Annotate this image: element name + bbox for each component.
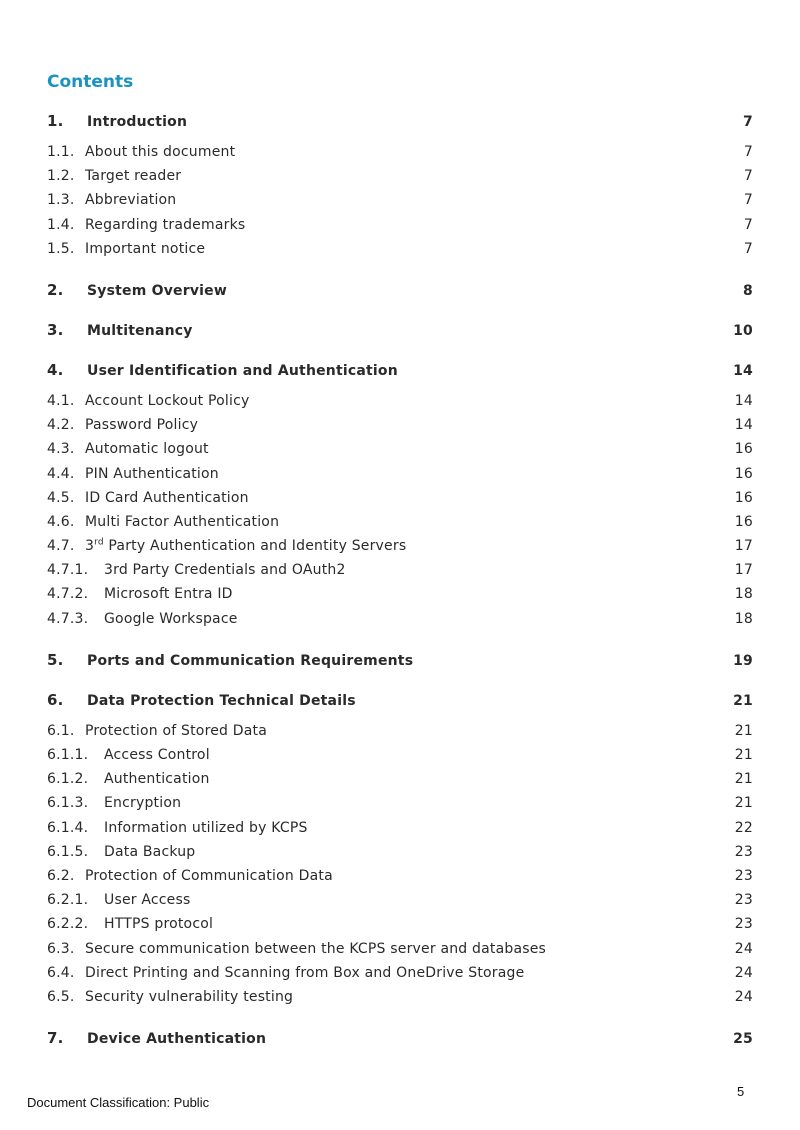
page-number: 5 bbox=[737, 1084, 745, 1099]
toc-entry-number: 6.1.5. bbox=[47, 843, 98, 860]
toc-entry-page: 7 bbox=[743, 192, 753, 209]
toc-entry-page: 24 bbox=[734, 964, 753, 981]
toc-entry-page: 7 bbox=[743, 216, 753, 233]
toc-entry-label bbox=[47, 441, 209, 457]
toc-entry-title: Device Authentication bbox=[87, 1031, 267, 1048]
toc-entry-page: 21 bbox=[734, 747, 753, 763]
toc-entry-title: Information utilized by KCPS bbox=[104, 819, 308, 836]
toc-entry-page: 16 bbox=[734, 489, 753, 506]
toc-entry-number: 1.4. bbox=[47, 216, 84, 233]
toc-entry-1-2[interactable] bbox=[47, 168, 753, 192]
toc-entry-number: 4.7.3. bbox=[47, 610, 98, 627]
toc-entry-title: Protection of Communication Data bbox=[85, 867, 333, 884]
toc-entry-page: 23 bbox=[734, 892, 753, 909]
toc-entry-label bbox=[47, 538, 406, 554]
toc-entry-4-1[interactable] bbox=[47, 393, 753, 417]
toc-entry-2[interactable] bbox=[47, 281, 753, 305]
toc-entry-label bbox=[47, 514, 279, 530]
toc-entry-label bbox=[47, 651, 413, 669]
toc-entry-page: 21 bbox=[733, 692, 753, 709]
toc-entry-page: 7 bbox=[743, 114, 753, 130]
toc-entry-label bbox=[47, 941, 546, 957]
toc-entry-4-2[interactable] bbox=[47, 417, 753, 441]
toc-entry-title bbox=[85, 538, 406, 554]
toc-entry-page: 7 bbox=[743, 240, 753, 257]
toc-entry-page: 23 bbox=[734, 843, 753, 860]
toc-entry-title: User Access bbox=[104, 892, 191, 909]
toc-entry-label bbox=[47, 989, 293, 1005]
toc-entry-page: 22 bbox=[734, 819, 753, 836]
toc-entry-label bbox=[47, 844, 195, 860]
toc-entry-1-3[interactable] bbox=[47, 192, 753, 216]
toc-entry-title: Protection of Stored Data bbox=[85, 722, 267, 739]
toc-entry-number: 4.1. bbox=[47, 392, 84, 409]
toc-entry-4[interactable] bbox=[47, 361, 753, 385]
toc-entry-number: 6.2.2. bbox=[47, 916, 98, 933]
toc-entry-1-4[interactable] bbox=[47, 217, 753, 241]
toc-entry-6-2-2[interactable] bbox=[47, 916, 753, 940]
toc-entry-page: 14 bbox=[734, 392, 753, 409]
toc-entry-title: ID Card Authentication bbox=[85, 489, 249, 506]
toc-entry-page: 19 bbox=[733, 652, 753, 669]
toc-entry-6-2[interactable] bbox=[47, 868, 753, 892]
toc-entry-1[interactable] bbox=[47, 112, 753, 136]
toc-entry-number: 6.3. bbox=[47, 940, 84, 957]
toc-entry-number: 6.2.1. bbox=[47, 892, 98, 909]
document-classification: Document Classification: Public bbox=[27, 1095, 210, 1110]
toc-entry-6[interactable] bbox=[47, 691, 753, 715]
toc-entry-number: 6.5. bbox=[47, 988, 84, 1005]
toc-entry-number: 4.3. bbox=[47, 441, 84, 458]
toc-entry-label bbox=[47, 1029, 266, 1047]
toc-entry-label bbox=[47, 691, 356, 709]
toc-entry-title: Abbreviation bbox=[85, 192, 177, 209]
toc-entry-4-7-1[interactable] bbox=[47, 562, 753, 586]
toc-entry-title: Secure communication between the KCPS server and databases bbox=[85, 940, 547, 957]
toc-entry-number: 4.6. bbox=[47, 513, 84, 530]
toc-entry-title: Access Control bbox=[104, 747, 210, 763]
toc-entry-title: Data Protection Technical Details bbox=[87, 692, 356, 709]
toc-entry-6-4[interactable] bbox=[47, 965, 753, 989]
toc-entry-number: 4.7.1. bbox=[47, 562, 98, 579]
toc-entry-number: 5. bbox=[47, 650, 64, 669]
toc-entry-6-5[interactable] bbox=[47, 989, 753, 1013]
toc-entry-label bbox=[47, 562, 346, 578]
toc-entry-page: 23 bbox=[734, 916, 753, 933]
toc-entry-6-1-2[interactable] bbox=[47, 771, 753, 795]
toc-entry-title: Password Policy bbox=[85, 417, 199, 434]
toc-entry-number: 6.1.3. bbox=[47, 795, 98, 812]
toc-entry-title-rest: Party Authentication and Identity Servers bbox=[103, 538, 407, 555]
toc-entry-title: Security vulnerability testing bbox=[85, 988, 294, 1005]
toc-entry-label bbox=[47, 723, 267, 739]
toc-entry-title: About this document bbox=[85, 144, 236, 160]
toc-entry-page: 10 bbox=[733, 322, 753, 339]
toc-entry-page: 21 bbox=[734, 795, 753, 812]
toc-entry-page: 16 bbox=[734, 513, 753, 530]
toc-entry-number: 2. bbox=[47, 280, 64, 299]
toc-entry-number: 1.3. bbox=[47, 192, 84, 209]
table-of-contents bbox=[47, 112, 753, 1053]
toc-entry-page: 17 bbox=[734, 538, 753, 555]
toc-entry-7[interactable] bbox=[47, 1029, 753, 1053]
toc-entry-6-3[interactable] bbox=[47, 941, 753, 965]
contents-heading: Contents bbox=[47, 72, 134, 92]
toc-entry-title-superscript: rd bbox=[94, 537, 104, 548]
toc-entry-4-3[interactable] bbox=[47, 441, 753, 465]
toc-entry-4-5[interactable] bbox=[47, 490, 753, 514]
toc-entry-label bbox=[47, 281, 227, 299]
toc-entry-4-7-3[interactable] bbox=[47, 611, 753, 635]
toc-entry-label bbox=[47, 795, 181, 811]
toc-entry-page: 7 bbox=[743, 168, 753, 185]
toc-entry-label bbox=[47, 868, 333, 884]
toc-entry-title: Important notice bbox=[85, 240, 206, 257]
toc-entry-number: 4.2. bbox=[47, 417, 84, 434]
toc-entry-6-1-3[interactable] bbox=[47, 795, 753, 819]
toc-entry-page: 17 bbox=[734, 562, 753, 579]
toc-entry-label bbox=[47, 611, 238, 627]
toc-entry-4-7-2[interactable] bbox=[47, 586, 753, 610]
toc-entry-page: 16 bbox=[734, 441, 753, 458]
toc-entry-label bbox=[47, 771, 210, 787]
toc-entry-6-1-1[interactable] bbox=[47, 747, 753, 771]
toc-entry-number: 6. bbox=[47, 690, 64, 709]
toc-entry-number: 6.4. bbox=[47, 964, 84, 981]
toc-entry-6-1[interactable] bbox=[47, 723, 753, 747]
toc-entry-title: User Identification and Authentication bbox=[87, 362, 398, 379]
toc-entry-title: HTTPS protocol bbox=[104, 916, 214, 933]
toc-entry-number: 1.5. bbox=[47, 240, 84, 257]
toc-entry-page: 7 bbox=[743, 144, 753, 160]
toc-entry-label bbox=[47, 892, 191, 908]
toc-entry-title: Ports and Communication Requirements bbox=[87, 652, 414, 669]
toc-entry-4-7[interactable] bbox=[47, 538, 753, 562]
toc-entry-label bbox=[47, 466, 219, 482]
toc-entry-title: Regarding trademarks bbox=[85, 216, 246, 233]
toc-entry-number: 4.7. bbox=[47, 538, 84, 555]
toc-entry-label bbox=[47, 112, 187, 130]
toc-entry-title: PIN Authentication bbox=[85, 465, 219, 482]
toc-entry-number: 1.2. bbox=[47, 168, 84, 185]
toc-entry-page: 18 bbox=[734, 586, 753, 603]
toc-entry-title: Account Lockout Policy bbox=[85, 392, 250, 409]
toc-entry-label bbox=[47, 217, 245, 233]
toc-entry-4-6[interactable] bbox=[47, 514, 753, 538]
toc-entry-title: Authentication bbox=[104, 771, 210, 788]
toc-entry-page: 24 bbox=[734, 940, 753, 957]
toc-entry-number: 4.5. bbox=[47, 489, 84, 506]
toc-entry-5[interactable] bbox=[47, 651, 753, 675]
toc-entry-page: 21 bbox=[734, 771, 753, 788]
toc-entry-4-4[interactable] bbox=[47, 466, 753, 490]
toc-entry-title: Multitenancy bbox=[87, 322, 193, 339]
toc-entry-6-1-4[interactable] bbox=[47, 820, 753, 844]
toc-entry-number: 6.1. bbox=[47, 722, 84, 739]
toc-entry-label bbox=[47, 241, 205, 257]
toc-entry-title: Direct Printing and Scanning from Box and OneDrive Storage bbox=[85, 964, 525, 981]
toc-entry-page: 16 bbox=[734, 465, 753, 482]
toc-entry-1-5[interactable] bbox=[47, 241, 753, 265]
toc-entry-title: Multi Factor Authentication bbox=[85, 513, 280, 530]
toc-entry-number: 4.7.2. bbox=[47, 586, 98, 603]
toc-entry-label bbox=[47, 586, 233, 602]
toc-entry-title: System Overview bbox=[87, 282, 227, 299]
toc-entry-1-1[interactable] bbox=[47, 144, 753, 168]
toc-entry-6-2-1[interactable] bbox=[47, 892, 753, 916]
toc-entry-number: 7. bbox=[47, 1029, 64, 1048]
toc-entry-label bbox=[47, 393, 249, 409]
toc-entry-number: 4. bbox=[47, 360, 64, 379]
toc-entry-label bbox=[47, 916, 213, 932]
toc-entry-page: 18 bbox=[734, 610, 753, 627]
toc-entry-page: 24 bbox=[734, 988, 753, 1005]
toc-entry-title: Google Workspace bbox=[104, 610, 238, 627]
toc-entry-number: 4.4. bbox=[47, 465, 84, 482]
toc-entry-number: 6.1.4. bbox=[47, 819, 98, 836]
toc-entry-title: 3rd Party Credentials and OAuth2 bbox=[104, 562, 346, 579]
toc-entry-label bbox=[47, 192, 176, 208]
toc-entry-number: 3. bbox=[47, 320, 64, 339]
toc-entry-label bbox=[47, 965, 524, 981]
toc-entry-title: Target reader bbox=[85, 168, 182, 185]
toc-entry-3[interactable] bbox=[47, 321, 753, 345]
toc-entry-title: Automatic logout bbox=[85, 441, 209, 458]
toc-entry-number: 6.1.1. bbox=[47, 747, 98, 763]
toc-entry-number: 6.2. bbox=[47, 867, 84, 884]
toc-entry-title: Introduction bbox=[87, 114, 188, 130]
toc-entry-label bbox=[47, 361, 398, 379]
toc-entry-number: 1.1. bbox=[47, 144, 84, 160]
toc-entry-label bbox=[47, 747, 210, 763]
toc-entry-title-prefix: 3 bbox=[85, 538, 95, 555]
toc-entry-page: 8 bbox=[743, 282, 753, 299]
toc-entry-page: 23 bbox=[734, 867, 753, 884]
toc-entry-page: 25 bbox=[733, 1031, 753, 1048]
toc-entry-6-1-5[interactable] bbox=[47, 844, 753, 868]
toc-entry-page: 21 bbox=[734, 722, 753, 739]
toc-entry-title: Encryption bbox=[104, 795, 182, 812]
toc-entry-label bbox=[47, 321, 193, 339]
toc-entry-label bbox=[47, 820, 308, 836]
toc-entry-page: 14 bbox=[734, 417, 753, 434]
toc-entry-label bbox=[47, 490, 249, 506]
toc-entry-title: Data Backup bbox=[104, 843, 196, 860]
toc-entry-title: Microsoft Entra ID bbox=[104, 586, 233, 603]
toc-entry-label bbox=[47, 168, 181, 184]
toc-entry-number: 1. bbox=[47, 112, 64, 130]
toc-entry-label bbox=[47, 144, 235, 160]
toc-entry-number: 6.1.2. bbox=[47, 771, 98, 788]
toc-entry-page: 14 bbox=[733, 362, 753, 379]
toc-entry-label bbox=[47, 417, 198, 433]
